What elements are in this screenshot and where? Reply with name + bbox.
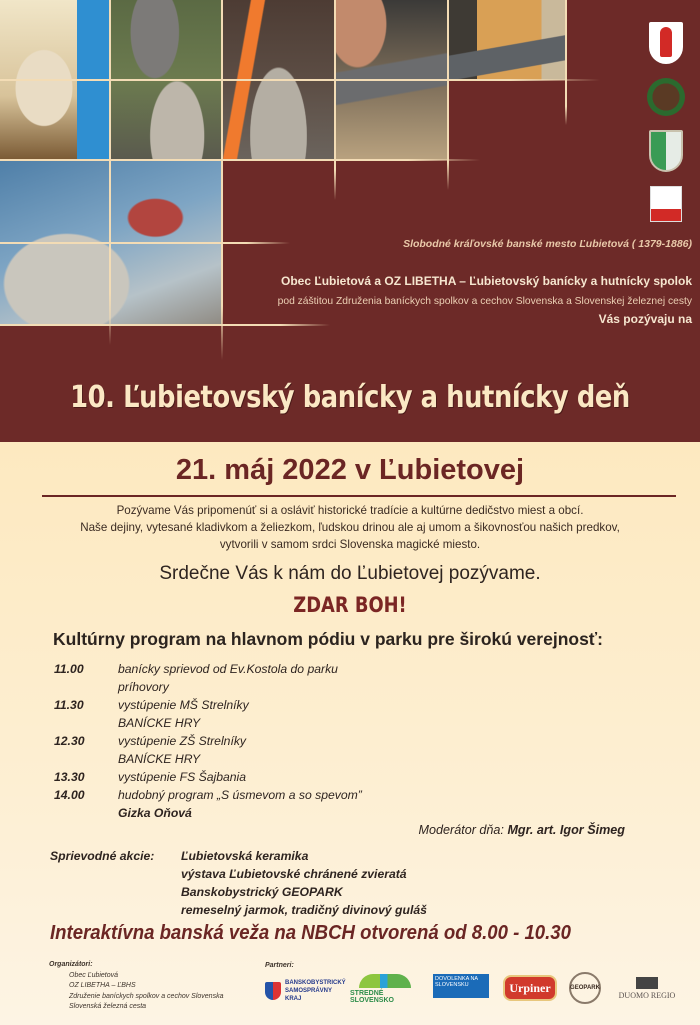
grid-line <box>447 0 449 190</box>
organizer-item: Združenie baníckych spolkov a cechov Slovenska <box>69 992 224 1000</box>
building-icon <box>636 977 658 989</box>
schedule-activity: príhovory <box>118 680 169 694</box>
tower-opening-line: Interaktívna banská veža na NBCH otvorená od 8.00 - 10.30 <box>50 922 572 944</box>
side-event-item: remeselný jarmok, tradičný divinový guláš <box>181 903 427 917</box>
side-events-label: Sprievodné akcie: <box>50 849 155 863</box>
hills-icon <box>359 974 411 988</box>
dovolenka-logo: DOVOLENKA NA SLOVENSKU <box>433 974 489 998</box>
side-event-item: výstava Ľubietovské chránené zvieratá <box>181 867 407 881</box>
schedule-activity: vystúpenie MŠ Strelníky <box>118 698 249 712</box>
schedule-activity: hudobný program „S úsmevom a so spevom” <box>118 788 362 802</box>
intro-line: vytvorili v samom srdci Slovenska magické miesto. <box>219 538 481 551</box>
grid-line <box>0 79 600 81</box>
schedule-row <box>54 696 454 732</box>
geopark-logo: GEOPARK <box>569 972 601 1004</box>
event-date: 21. máj 2022 v Ľubietovej <box>175 454 525 486</box>
grid-line <box>221 0 223 360</box>
schedule-time: 12.30 <box>54 734 85 748</box>
organizer-item: Slovenská železná cesta <box>69 1003 147 1010</box>
mining-society-emblem-icon <box>647 78 685 116</box>
partners-label: Partneri: <box>265 962 294 969</box>
grid-line <box>0 159 480 161</box>
bbsk-logo <box>263 980 346 1002</box>
schedule-row <box>54 660 454 696</box>
schedule-row <box>54 786 454 822</box>
stredne-slovensko-logo <box>350 974 420 1004</box>
organizers-line: Obec Ľubietová a OZ LIBETHA – Ľubietovský banícky a hutnícky spolok <box>281 274 692 288</box>
grid-line <box>109 0 111 345</box>
bbsk-shield-icon <box>265 982 281 1000</box>
divider <box>42 495 676 497</box>
intro-line: Pozývame Vás pripomenúť si a osláviť historické tradície a kultúrne dedičstvo miest a obcí. <box>116 504 584 517</box>
grid-line <box>565 0 567 125</box>
bbsk-logo-text: BANSKOBYSTRICKÝ SAMOSPRÁVNY KRAJ <box>285 980 346 1002</box>
schedule-activity: BANÍCKE HRY <box>118 752 201 766</box>
schedule-time: 11.00 <box>54 662 84 676</box>
stredne-logo-text: STREDNÉ SLOVENSKO <box>350 990 394 1004</box>
organizer-item: Obec Ľubietová <box>69 971 119 979</box>
urpiner-logo: Urpiner <box>503 975 557 1001</box>
schedule-time: 14.00 <box>54 788 85 802</box>
duomo-logo-text: DUOMO REGIO <box>618 990 676 1000</box>
grid-line <box>0 324 330 326</box>
performer-name: Gizka Oňová <box>118 806 192 820</box>
schedule-time: 11.30 <box>54 698 84 712</box>
schedule-activity: vystúpenie FS Šajbania <box>118 770 247 784</box>
organizers-block <box>49 960 223 1013</box>
side-event-item: Ľubietovská keramika <box>181 849 309 863</box>
duomo-regio-logo <box>612 974 682 1002</box>
grid-line <box>334 0 336 200</box>
moderator-label: Moderátor dňa: <box>418 823 504 837</box>
patronage-line: pod záštitou Združenia baníckych spolkov a cechov Slovenska a Slovenskej železnej cesty <box>277 296 692 307</box>
program-heading: Kultúrny program na hlavnom pódiu v parku pre širokú verejnosť: <box>53 629 604 649</box>
intro-text <box>0 502 700 553</box>
side-events <box>50 847 427 919</box>
program-schedule <box>54 660 454 822</box>
schedule-activity: vystúpenie ZŠ Strelníky <box>118 734 247 748</box>
event-title: 10. Ľubietovský banícky a hutnícky deň <box>70 380 630 415</box>
grid-line <box>0 242 290 244</box>
header-banner <box>0 0 700 442</box>
schedule-time: 13.30 <box>54 770 85 784</box>
schedule-row <box>54 768 454 786</box>
organizer-item: OZ LIBETHA – ĽBHS <box>69 982 136 989</box>
schedule-activity: BANÍCKE HRY <box>118 716 201 730</box>
miners-greeting: ZDAR BOH! <box>293 593 407 617</box>
organizers-label: Organizátori: <box>49 961 93 968</box>
lubietova-crest-icon <box>649 22 683 64</box>
invite-line: Vás pozývaju na <box>598 312 692 326</box>
moderator-line <box>419 823 625 837</box>
moderator-name: Mgr. art. Igor Šimeg <box>507 823 625 837</box>
royal-town-line: Slobodné kráľovské banské mesto Ľubietová ( 1379-1886) <box>403 238 692 250</box>
anvil-closeup-photo <box>448 0 565 80</box>
crest-column <box>647 22 685 236</box>
railway-emblem-icon <box>650 186 682 222</box>
miners-guild-crest-icon <box>649 130 683 172</box>
side-event-item: Banskobystrický GEOPARK <box>181 885 343 899</box>
schedule-activity: banícky sprievod od Ev.Kostola do parku <box>118 662 338 676</box>
schedule-row <box>54 732 454 768</box>
content-panel <box>0 442 700 1025</box>
invitation: Srdečne Vás k nám do Ľubietovej pozývame. <box>159 563 541 584</box>
intro-line: Naše dejiny, vytesané kladivkom a želiezkom, ľudskou drinou ale aj umom a šikovnosťou našich predkov, <box>80 521 620 534</box>
